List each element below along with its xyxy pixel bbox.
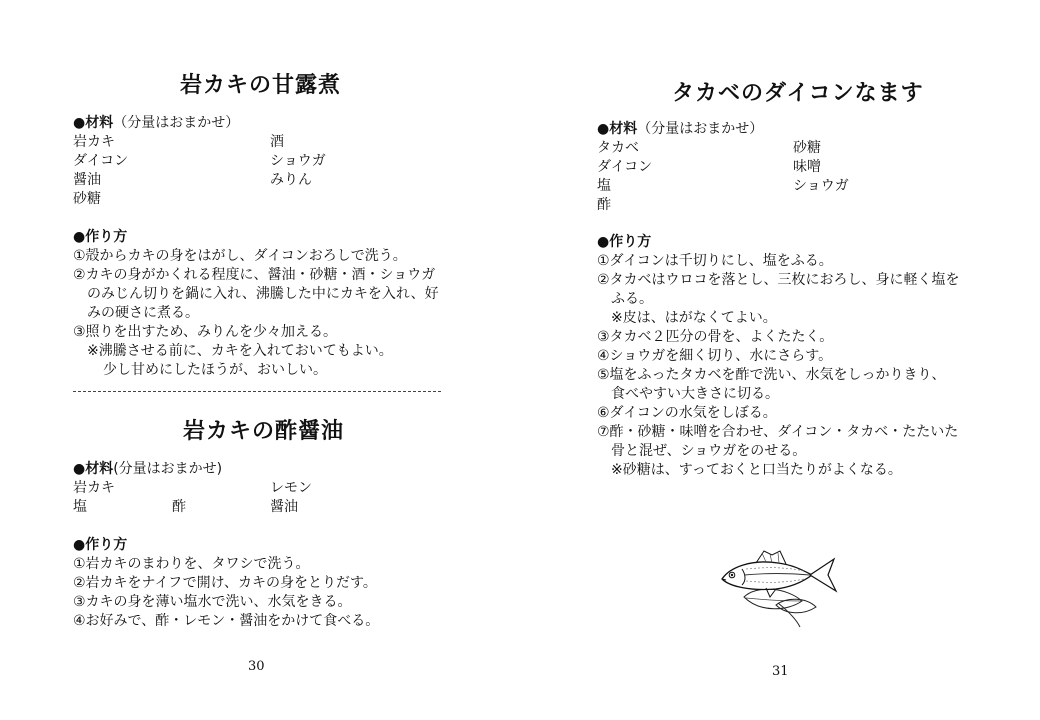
method-step: ④お好みで、酢・レモン・醤油をかけて食べる。 bbox=[73, 613, 380, 629]
fish-illustration-icon bbox=[716, 545, 840, 629]
ingredient-row bbox=[597, 177, 1017, 196]
method-step: ①岩カキのまわりを、タワシで洗う。 bbox=[73, 556, 310, 572]
ingredient-item: 味噌 bbox=[793, 159, 821, 175]
ingredient-item: 岩カキ bbox=[73, 480, 115, 496]
ingredient-row bbox=[597, 139, 1017, 158]
method-step: ⑤塩をふったタカベを酢で洗い、水気をしっかりきり、 bbox=[597, 367, 946, 383]
ingredient-item: 醤油 bbox=[73, 172, 101, 188]
ingredient-row bbox=[597, 158, 1017, 177]
method-step: ⑦酢・砂糖・味噌を合わせ、ダイコン・タカベ・たたいた bbox=[597, 424, 959, 440]
ingredient-item: 岩カキ bbox=[73, 134, 115, 150]
method-step: ②岩カキをナイフで開け、カキの身をとりだす。 bbox=[73, 575, 377, 591]
ingredient-item: 塩 bbox=[597, 178, 611, 194]
page-number: 30 bbox=[248, 659, 265, 674]
method-step: ③カキの身を薄い塩水で洗い、水気をきる。 bbox=[73, 594, 352, 610]
ingredient-row bbox=[73, 171, 473, 190]
ingredient-item: 砂糖 bbox=[73, 191, 101, 207]
method-step: ⑥ダイコンの水気をしぼる。 bbox=[597, 405, 777, 421]
ingredient-item: 砂糖 bbox=[793, 140, 821, 156]
method-step: ①ダイコンは千切りにし、塩をふる。 bbox=[597, 253, 833, 269]
ingredient-item: 醤油 bbox=[270, 499, 298, 515]
ingredient-item: ショウガ bbox=[270, 153, 326, 169]
method-note-continued: 少し甘めにしたほうが、おいしい。 bbox=[103, 362, 327, 378]
ingredient-item: ダイコン bbox=[597, 159, 653, 175]
materials-section-3 bbox=[597, 120, 1017, 215]
ingredient-row bbox=[73, 152, 473, 171]
method-step-continued: のみじん切りを鍋に入れ、沸騰した中にカキを入れ、好 bbox=[87, 286, 439, 302]
page-number: 31 bbox=[772, 664, 789, 679]
method-section-2 bbox=[73, 536, 473, 631]
ingredient-row bbox=[73, 133, 473, 152]
ingredient-row bbox=[73, 479, 473, 498]
method-note: ※皮は、はがなくてよい。 bbox=[611, 310, 777, 326]
method-note: ※沸騰させる前に、カキを入れておいてもよい。 bbox=[87, 343, 393, 359]
method-step: ②タカベはウロコを落とし、三枚におろし、身に軽く塩を bbox=[597, 272, 960, 288]
materials-heading: ●材料（分量はおまかせ） bbox=[597, 121, 764, 137]
method-heading: ●作り方 bbox=[597, 234, 652, 250]
method-step: ①殻からカキの身をはがし、ダイコンおろしで洗う。 bbox=[73, 248, 407, 264]
method-step-continued: ふる。 bbox=[611, 291, 653, 307]
ingredient-item: 酢 bbox=[597, 197, 611, 213]
ingredient-item: 塩 bbox=[73, 499, 87, 515]
recipe-title-kaki-suzyoyu: 岩カキの酢醤油 bbox=[183, 419, 345, 444]
method-note: ※砂糖は、すっておくと口当たりがよくなる。 bbox=[611, 462, 902, 478]
method-step-continued: みの硬さに煮る。 bbox=[87, 305, 199, 321]
recipe-title-takabe-namasu: タカベのダイコンなます bbox=[672, 81, 924, 106]
ingredient-item: タカベ bbox=[597, 140, 639, 156]
dashed-divider bbox=[73, 391, 441, 392]
method-step: ③照りを出すため、みりんを少々加える。 bbox=[73, 324, 337, 340]
method-step: ④ショウガを細く切り、水にさらす。 bbox=[597, 348, 833, 364]
ingredient-row bbox=[73, 498, 473, 517]
method-step-continued: 骨と混ぜ、ショウガをのせる。 bbox=[611, 443, 807, 459]
ingredient-row bbox=[73, 190, 473, 209]
method-step-continued: 食べやすい大きさに切る。 bbox=[611, 386, 779, 402]
ingredient-item: ダイコン bbox=[73, 153, 129, 169]
materials-heading: ●材料（分量はおまかせ） bbox=[73, 115, 240, 131]
ingredient-row bbox=[597, 196, 1017, 215]
ingredient-item: 酢 bbox=[172, 499, 186, 515]
method-heading: ●作り方 bbox=[73, 537, 128, 553]
materials-section-2 bbox=[73, 460, 473, 517]
ingredient-item: ショウガ bbox=[793, 178, 849, 194]
ingredient-item: 酒 bbox=[270, 134, 284, 150]
method-step: ③タカベ２匹分の骨を、よくたたく。 bbox=[597, 329, 834, 345]
materials-heading: ●材料(分量はおまかせ) bbox=[73, 461, 223, 477]
method-section-1 bbox=[73, 228, 473, 380]
recipe-title-kaki-kanroni: 岩カキの甘露煮 bbox=[180, 73, 342, 98]
method-step: ②カキの身がかくれる程度に、醤油・砂糖・酒・ショウガ bbox=[73, 267, 436, 283]
ingredient-item: みりん bbox=[270, 172, 312, 188]
ingredient-item: レモン bbox=[270, 480, 312, 496]
method-heading: ●作り方 bbox=[73, 229, 128, 245]
method-section-3 bbox=[597, 233, 1017, 480]
materials-section-1 bbox=[73, 114, 473, 209]
